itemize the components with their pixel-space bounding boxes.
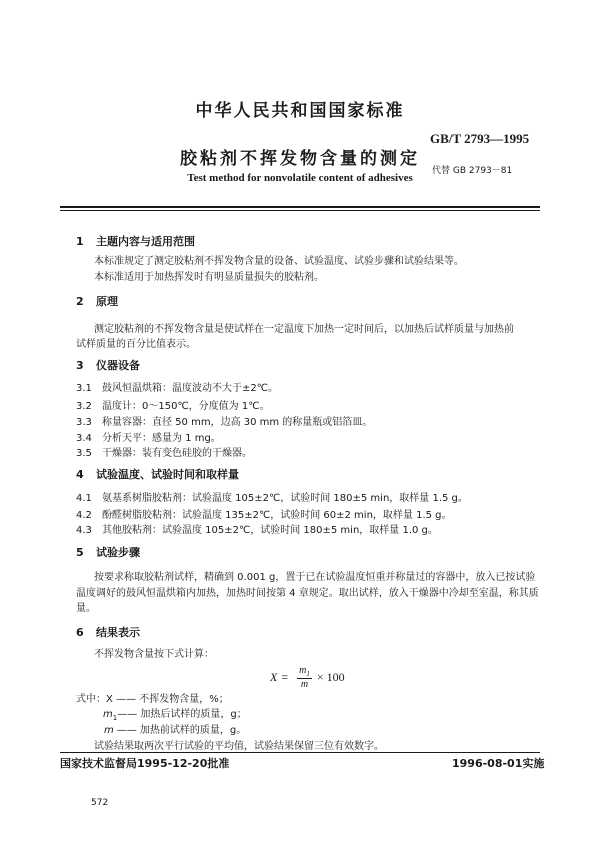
item-number: 3.3: [76, 417, 92, 428]
section-number: 3: [76, 359, 84, 372]
item-text: 酚醛树脂胶粘剂：试验温度 135±2℃，试验时间 60±2 min，取样量 1.5 g。: [102, 510, 452, 521]
section-number: 5: [76, 546, 84, 559]
item-text: 称量容器：直径 50 mm，边高 30 mm 的称量瓶或铝箔皿。: [102, 417, 373, 428]
standard-number: GB/T 2793—1995: [430, 131, 530, 146]
section-1-heading: [76, 233, 195, 249]
header-divider-thin: [60, 210, 540, 211]
english-title: Test method for nonvolatile content of adhesives: [187, 172, 413, 184]
item-number: 3.4: [76, 433, 92, 444]
item-number: 4.2: [76, 510, 92, 521]
item-text: 鼓风恒温烘箱：温度波动不大于±2℃。: [102, 383, 278, 394]
numerator-variable: m: [299, 665, 307, 676]
list-item-3-5: [76, 444, 252, 459]
item-text: 分析天平：感量为 1 mg。: [102, 433, 221, 444]
section-title: 仪器设备: [96, 359, 140, 372]
section-1-paragraph-2: 本标准适用于加热挥发时有明显质量损失的胶粘剂。: [94, 272, 324, 283]
section-4-heading: [76, 466, 239, 482]
section-number: 6: [76, 626, 84, 639]
replaces-note: 代替 GB 2793－81: [432, 166, 513, 176]
formula-equals: =: [281, 670, 289, 684]
formula-where-m1: [103, 705, 247, 722]
section-5-paragraph-line-1: 按要求称取胶粘剂试样，精确到 0.001 g，置于已在试验温度恒重并称量过的容器中，放入已按试验: [94, 572, 536, 583]
numerator-subscript: 1: [306, 670, 310, 678]
section-number: 1: [76, 235, 84, 248]
list-item-3-1: [76, 379, 278, 394]
approval-date: 国家技术监督局1995-12-20批准: [60, 757, 230, 770]
formula-denominator: m: [300, 679, 309, 690]
item-number: 3.5: [76, 448, 92, 459]
section-2-paragraph-line-2: 试样质量的百分比值表示。: [76, 339, 196, 350]
formula-multiplier: × 100: [316, 670, 345, 684]
document-title: 胶粘剂不挥发物含量的测定: [180, 149, 420, 169]
formula-where-x: 式中：X —— 不挥发物含量，%；: [76, 694, 229, 705]
item-text: 干燥器：装有变色硅胶的干燥器。: [102, 448, 252, 459]
m-description: —— 加热前试样的质量，g。: [116, 725, 247, 736]
section-2-paragraph-line-1: 测定胶粘剂的不挥发物含量是使试样在一定温度下加热一定时间后，以加热后试样质量与加热前: [94, 324, 514, 335]
formula-where-m: [104, 721, 246, 736]
formula-lhs: X: [270, 670, 278, 684]
section-title: 主题内容与适用范围: [96, 235, 195, 248]
item-number: 4.1: [76, 493, 92, 504]
m1-subscript: 1: [112, 714, 118, 722]
item-number: 3.2: [76, 401, 92, 412]
section-6-heading: [76, 624, 140, 640]
list-item-4-2: [76, 506, 452, 521]
m1-variable: m: [103, 709, 113, 720]
list-item-3-2: [76, 397, 269, 412]
section-number: 2: [76, 295, 84, 308]
item-text: 其他胶粘剂：试验温度 105±2℃，试验时间 180±5 min，取样量 1.0 g。: [102, 525, 438, 536]
section-5-paragraph-line-3: 量。: [76, 603, 96, 614]
list-item-4-1: [76, 489, 468, 504]
section-2-heading: [76, 293, 118, 309]
implementation-date: 1996-08-01实施: [452, 757, 545, 770]
section-1-paragraph-1: 本标准规定了测定胶粘剂不挥发物含量的设备、试验温度、试验步骤和试验结果等。: [94, 256, 464, 267]
m-variable: m: [104, 725, 114, 736]
national-standard-label: 中华人民共和国国家标准: [195, 101, 405, 121]
section-5-heading: [76, 544, 140, 560]
page-number: 572: [91, 798, 109, 808]
section-title: 结果表示: [96, 626, 140, 639]
section-3-heading: [76, 357, 140, 373]
list-item-3-4: [76, 429, 221, 444]
formula-numerator: [297, 665, 312, 679]
section-title: 原理: [96, 295, 118, 308]
result-statement: 试验结果取两次平行试验的平均值，试验结果保留三位有效数字。: [94, 741, 384, 752]
m1-description: —— 加热后试样的质量，g；: [117, 709, 247, 720]
item-number: 4.3: [76, 525, 92, 536]
section-5-paragraph-line-2: 温度调好的鼓风恒温烘箱内加热，加热时间按第 4 章规定。取出试样，放入干燥器中冷却至室温，称其质: [76, 588, 539, 599]
item-text: 温度计：0～150℃，分度值为 1℃。: [102, 401, 270, 412]
header-divider-thick: [60, 206, 540, 208]
footer-divider: [60, 752, 540, 753]
section-title: 试验步骤: [96, 546, 140, 559]
section-number: 4: [76, 468, 84, 481]
item-text: 氨基系树脂胶粘剂：试验温度 105±2℃，试验时间 180±5 min，取样量 1.5 g。: [102, 493, 468, 504]
section-title: 试验温度、试验时间和取样量: [96, 468, 239, 481]
formula-fraction: [297, 665, 312, 690]
nonvolatile-content-formula: [270, 665, 345, 690]
list-item-4-3: [76, 521, 438, 536]
item-number: 3.1: [76, 383, 92, 394]
list-item-3-3: [76, 413, 372, 428]
section-6-intro: 不挥发物含量按下式计算：: [94, 649, 214, 660]
